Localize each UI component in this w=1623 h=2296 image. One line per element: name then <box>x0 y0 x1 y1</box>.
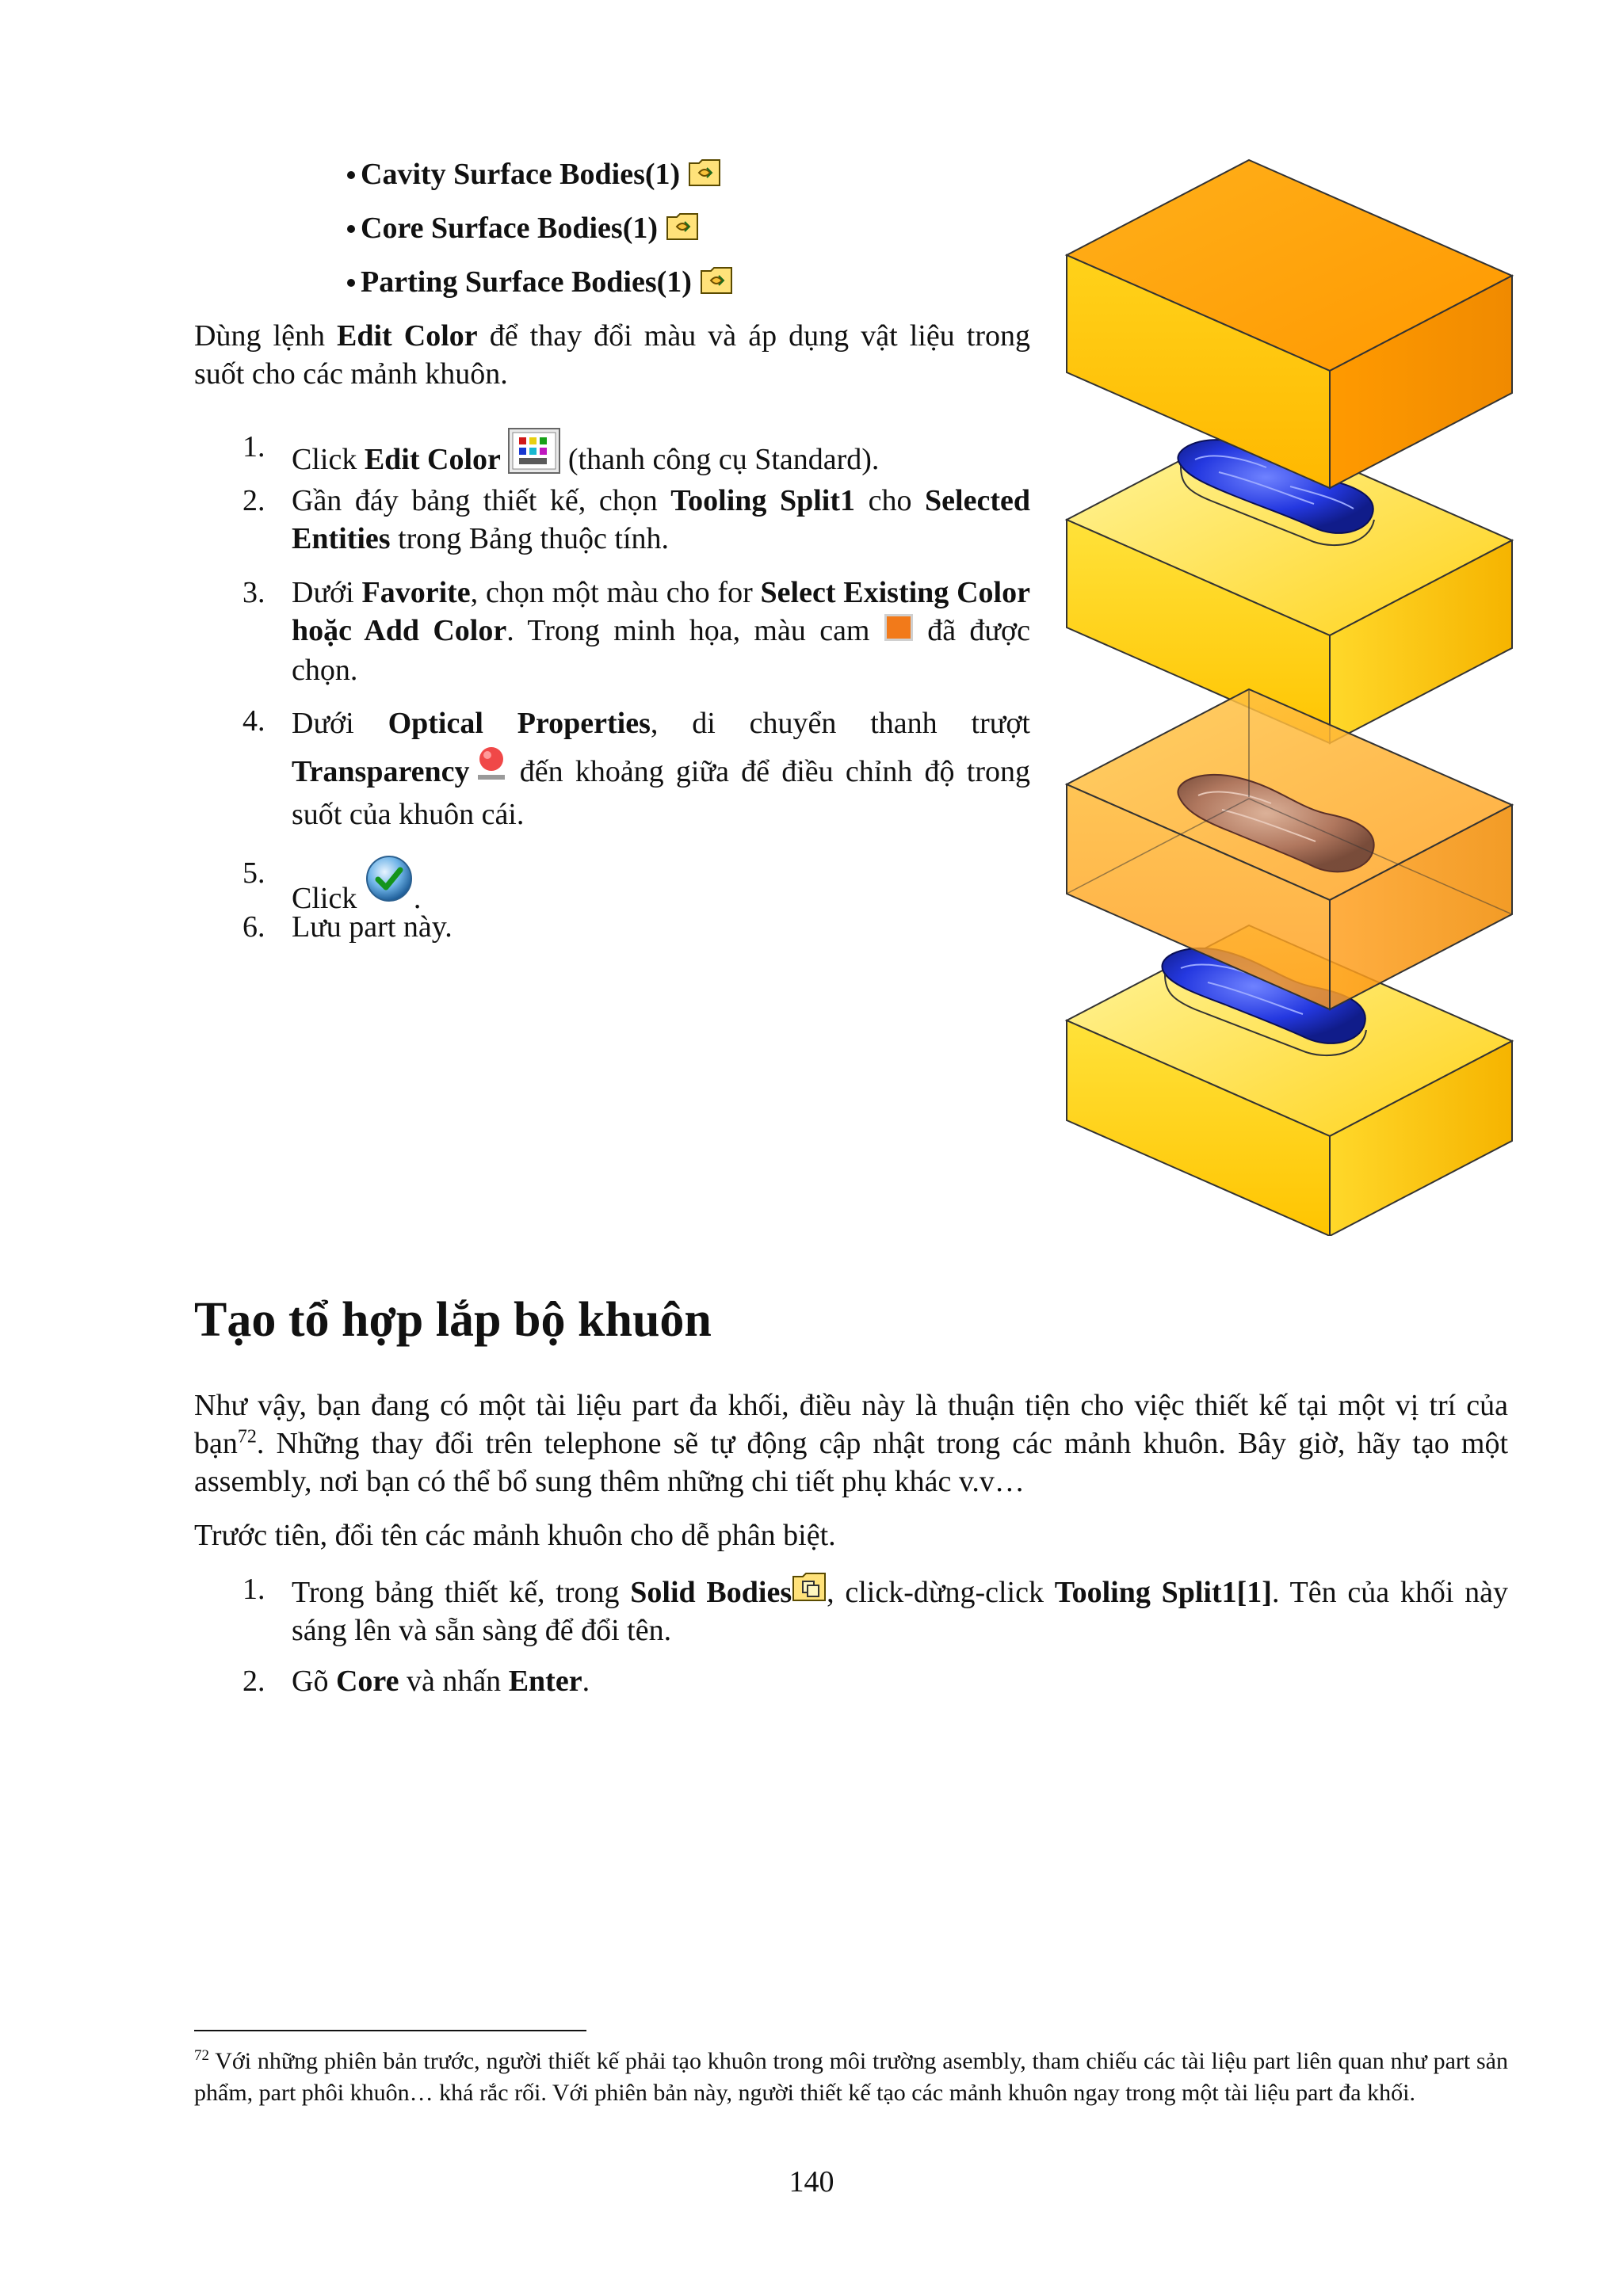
bullet-text: Cavity Surface Bodies(1) <box>361 158 681 191</box>
folder-surface-icon <box>688 157 721 196</box>
solid-bodies-folder-icon <box>792 1570 827 1611</box>
bullet-text: Parting Surface Bodies(1) <box>361 265 692 299</box>
section-paragraph-1: Như vậy, bạn đang có một tài liệu part đa khối, điều này là thuận tiện cho việc thiết kế tại một vị trí của bạn$^{72}$. Những thay đổi trên telephone sẽ tự động cập nhật trong các mảnh khuôn. Bây giờ, hãy tạo một assembly, nơi bạn có thể bổ sung thêm những chi tiết phụ khác v.v… <box>194 1389 1508 1498</box>
cavity-block-top-figure <box>1067 160 1512 488</box>
footnote-divider <box>194 2030 586 2031</box>
page-number: 140 <box>789 2165 834 2199</box>
bullet-text: Core Surface Bodies(1) <box>361 212 659 245</box>
transparency-icon <box>475 745 508 793</box>
ok-check-icon[interactable] <box>365 854 414 913</box>
bullet-dot <box>347 225 355 233</box>
cavity-block-transparent-figure <box>1067 689 1512 1009</box>
intro-paragraph: Dùng lệnh Edit Color để thay đổi màu và áp dụng vật liệu trong suốt cho các mảnh khuôn. <box>194 319 1030 391</box>
bullet-dot <box>347 171 355 179</box>
edit-color-icon[interactable] <box>508 428 560 483</box>
mold-illustration <box>1052 147 1528 1236</box>
bullet-dot <box>347 279 355 287</box>
footnote: $^{72}$ Với những phiên bản trước, người thiết kế phải tạo khuôn trong môi trường asembly, tham chiếu các tài liệu part liên quan như part sản phẩm, part phôi khuôn… khá rắc rối. Với phiên bản này, người thiết kế tạo các mảnh khuôn ngay trong một tài liệu part đa khối. <box>194 2047 1508 2106</box>
section-title: Tạo tổ hợp lắp bộ khuôn <box>194 1293 712 1347</box>
bullet-item-core <box>361 209 699 250</box>
orange-swatch-icon <box>884 613 914 651</box>
folder-surface-icon <box>700 265 733 304</box>
mold-figure <box>1052 147 1528 1236</box>
section-paragraph-2: Trước tiên, đổi tên các mảnh khuôn cho dễ phân biệt. <box>194 1519 836 1552</box>
bullet-item-parting <box>361 263 733 304</box>
bullet-item-cavity <box>361 155 721 196</box>
folder-surface-icon <box>666 211 699 250</box>
